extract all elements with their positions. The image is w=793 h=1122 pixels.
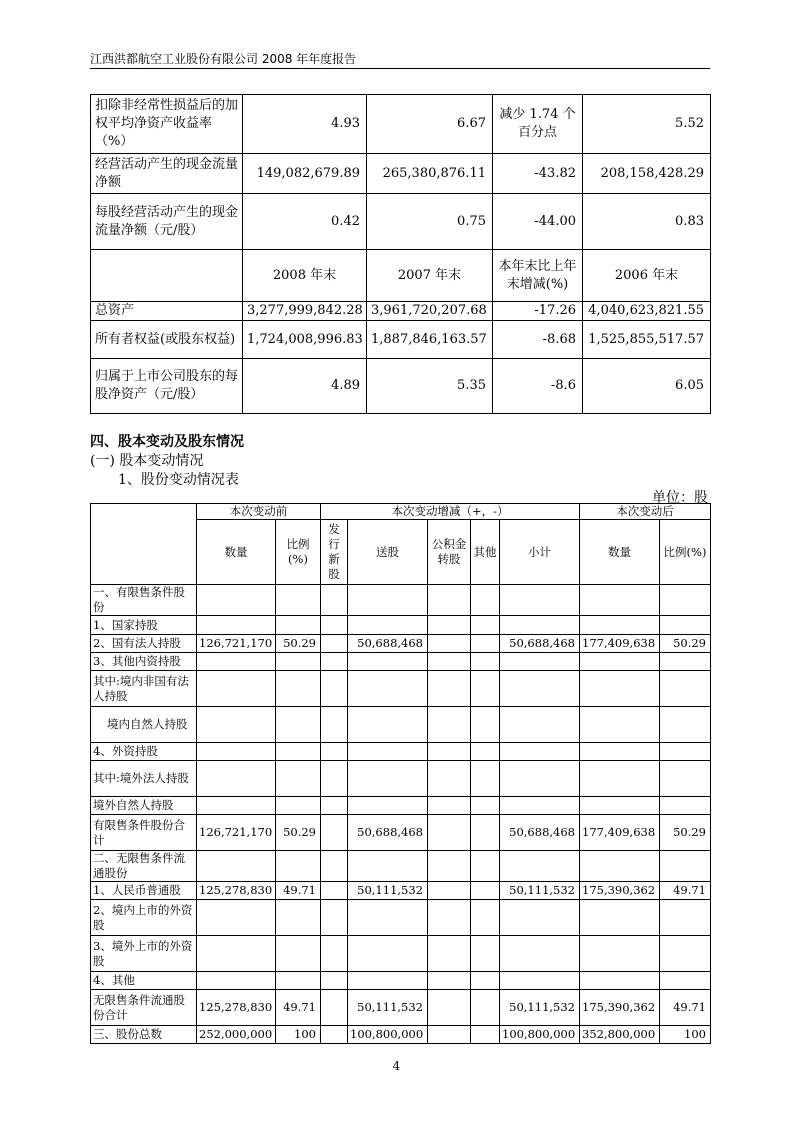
cell-value — [321, 653, 348, 671]
table-row — [91, 1026, 711, 1044]
cell-value — [197, 797, 276, 815]
cell-value — [500, 972, 580, 990]
cell-value — [660, 707, 711, 743]
row-label: 1、人民币普通股 — [91, 882, 197, 900]
cell-value — [348, 653, 428, 671]
cell-value — [580, 653, 660, 671]
table-row — [91, 707, 711, 743]
cell-value: 49.71 — [660, 990, 711, 1026]
cell-value — [580, 585, 660, 616]
cell-value — [471, 882, 500, 900]
cell-value — [348, 585, 428, 616]
cell-value — [276, 972, 321, 990]
table-row — [91, 95, 711, 154]
column-header: 其他 — [471, 520, 500, 585]
cell-value: 175,390,362 — [580, 990, 660, 1026]
cell-value — [321, 616, 348, 635]
cell-value — [348, 707, 428, 743]
header-rule — [90, 68, 710, 69]
table-row — [91, 154, 711, 194]
subsection-title: (一) 股本变动情况 — [90, 453, 204, 469]
cell-value — [428, 900, 471, 936]
cell-value — [660, 797, 711, 815]
table-row — [91, 743, 711, 761]
cell-value — [428, 671, 471, 707]
row-label: 4、其他 — [91, 972, 197, 990]
column-group-header: 本次变动前 — [197, 504, 321, 520]
cell-value: 125,278,830 — [197, 990, 276, 1026]
table-header-row — [91, 250, 711, 302]
cell-value — [471, 671, 500, 707]
cell-value — [580, 972, 660, 990]
cell-value — [428, 635, 471, 653]
cell-value — [321, 585, 348, 616]
cell-value — [660, 851, 711, 882]
cell-value — [471, 851, 500, 882]
cell-value: 0.75 — [367, 194, 493, 250]
table-row — [91, 653, 711, 671]
cell-value: 4.93 — [243, 95, 367, 154]
table-row — [91, 936, 711, 972]
cell-value — [471, 936, 500, 972]
cell-value — [660, 761, 711, 797]
cell-value: 175,390,362 — [580, 882, 660, 900]
row-label: 三、股份总数 — [91, 1026, 197, 1044]
cell-value: 3,277,999,842.28 — [243, 302, 367, 321]
cell-value: 100,800,000 — [348, 1026, 428, 1044]
cell-value — [428, 707, 471, 743]
cell-value — [471, 707, 500, 743]
row-label: 总资产 — [91, 302, 243, 321]
cell-value — [428, 797, 471, 815]
table-row — [91, 882, 711, 900]
cell-value — [348, 671, 428, 707]
cell-value — [580, 936, 660, 972]
cell-value: 50,688,468 — [348, 815, 428, 851]
cell-value — [471, 616, 500, 635]
page-number: 4 — [392, 1059, 401, 1073]
cell-value — [348, 851, 428, 882]
column-header: 比例(%) — [276, 520, 321, 585]
cell-value — [276, 585, 321, 616]
cell-value — [500, 851, 580, 882]
share-change-table — [90, 503, 711, 1044]
cell-value: 252,000,000 — [197, 1026, 276, 1044]
cell-value: 0.83 — [583, 194, 711, 250]
cell-value: -17.26 — [493, 302, 583, 321]
cell-value — [428, 761, 471, 797]
cell-value — [660, 616, 711, 635]
cell-value — [580, 797, 660, 815]
column-header: 比例(%) — [660, 520, 711, 585]
column-header: 数量 — [197, 520, 276, 585]
header-empty — [91, 250, 243, 302]
table-row — [91, 635, 711, 653]
cell-value — [500, 616, 580, 635]
cell-value — [500, 761, 580, 797]
cell-value — [321, 761, 348, 797]
cell-value: 265,380,876.11 — [367, 154, 493, 194]
row-label: 2、国有法人持股 — [91, 635, 197, 653]
cell-value: 减少 1.74 个百分点 — [493, 95, 583, 154]
row-label: 3、其他内资持股 — [91, 653, 197, 671]
cell-value — [197, 900, 276, 936]
cell-value — [321, 990, 348, 1026]
cell-value — [660, 653, 711, 671]
cell-value — [321, 936, 348, 972]
cell-value: -8.68 — [493, 321, 583, 359]
cell-value — [428, 616, 471, 635]
cell-value — [197, 707, 276, 743]
row-label: 二、无限售条件流通股份 — [91, 851, 197, 882]
cell-value — [276, 797, 321, 815]
row-label: 扣除非经常性损益后的加权平均净资产收益率（%） — [91, 95, 243, 154]
cell-value — [500, 671, 580, 707]
financial-summary-table — [90, 94, 711, 414]
cell-value — [580, 851, 660, 882]
cell-value — [428, 972, 471, 990]
cell-value: 49.71 — [276, 882, 321, 900]
row-label: 无限售条件流通股份合计 — [91, 990, 197, 1026]
column-header: 本年末比上年末增减(%) — [493, 250, 583, 302]
cell-value — [348, 936, 428, 972]
table-row — [91, 671, 711, 707]
cell-value: 100,800,000 — [500, 1026, 580, 1044]
table-header-row — [91, 504, 711, 520]
unit-label: 单位：股 — [652, 490, 708, 506]
cell-value — [276, 900, 321, 936]
cell-value — [348, 900, 428, 936]
cell-value — [197, 616, 276, 635]
row-label: 4、外资持股 — [91, 743, 197, 761]
cell-value: -44.00 — [493, 194, 583, 250]
cell-value: 50,688,468 — [500, 635, 580, 653]
cell-value — [348, 761, 428, 797]
table-row — [91, 321, 711, 359]
table-row — [91, 851, 711, 882]
cell-value: 177,409,638 — [580, 635, 660, 653]
cell-value — [321, 671, 348, 707]
cell-value: 208,158,428.29 — [583, 154, 711, 194]
cell-value — [276, 707, 321, 743]
cell-value — [321, 1026, 348, 1044]
cell-value — [428, 936, 471, 972]
cell-value — [276, 743, 321, 761]
row-label: 有限售条件股份合计 — [91, 815, 197, 851]
cell-value: 100 — [660, 1026, 711, 1044]
table-caption: 1、股份变动情况表 — [118, 472, 239, 488]
cell-value: 6.67 — [367, 95, 493, 154]
cell-value — [276, 936, 321, 972]
cell-value — [348, 797, 428, 815]
cell-value: 3,961,720,207.68 — [367, 302, 493, 321]
cell-value — [197, 743, 276, 761]
row-label: 2、境内上市的外资股 — [91, 900, 197, 936]
cell-value: 50.29 — [660, 815, 711, 851]
cell-value — [660, 585, 711, 616]
cell-value — [471, 585, 500, 616]
cell-value — [348, 972, 428, 990]
row-label: 其中:境外法人持股 — [91, 761, 197, 797]
cell-value — [471, 990, 500, 1026]
cell-value — [321, 972, 348, 990]
cell-value — [580, 707, 660, 743]
cell-value — [471, 797, 500, 815]
cell-value — [197, 671, 276, 707]
cell-value — [500, 707, 580, 743]
cell-value — [500, 585, 580, 616]
cell-value — [321, 707, 348, 743]
cell-value — [197, 585, 276, 616]
column-group-header: 本次变动后 — [580, 504, 711, 520]
cell-value — [500, 936, 580, 972]
cell-value — [500, 797, 580, 815]
table-row — [91, 194, 711, 250]
row-label: 境内自然人持股 — [91, 707, 197, 743]
cell-value — [471, 900, 500, 936]
report-header: 江西洪都航空工业股份有限公司 2008 年年度报告 — [90, 52, 357, 66]
cell-value — [348, 743, 428, 761]
cell-value — [428, 815, 471, 851]
cell-value: 100 — [276, 1026, 321, 1044]
cell-value — [660, 671, 711, 707]
cell-value — [276, 653, 321, 671]
cell-value — [471, 761, 500, 797]
row-label: 1、国家持股 — [91, 616, 197, 635]
cell-value: 4.89 — [243, 359, 367, 414]
cell-value: 49.71 — [660, 882, 711, 900]
cell-value — [660, 743, 711, 761]
row-label: 3、境外上市的外资股 — [91, 936, 197, 972]
cell-value — [321, 900, 348, 936]
cell-value — [428, 990, 471, 1026]
cell-value: 1,887,846,163.57 — [367, 321, 493, 359]
cell-value: 50.29 — [276, 635, 321, 653]
cell-value: 50.29 — [276, 815, 321, 851]
column-header: 送股 — [348, 520, 428, 585]
cell-value — [428, 653, 471, 671]
table-row — [91, 616, 711, 635]
row-label: 归属于上市公司股东的每股净资产（元/股） — [91, 359, 243, 414]
column-header: 2007 年末 — [367, 250, 493, 302]
table-row — [91, 302, 711, 321]
cell-value — [580, 743, 660, 761]
column-header: 发行新股 — [321, 520, 348, 585]
table-row — [91, 815, 711, 851]
column-header: 数量 — [580, 520, 660, 585]
cell-value — [428, 851, 471, 882]
cell-value: -43.82 — [493, 154, 583, 194]
cell-value — [276, 761, 321, 797]
cell-value: 126,721,170 — [197, 815, 276, 851]
column-header: 小计 — [500, 520, 580, 585]
cell-value: 5.35 — [367, 359, 493, 414]
cell-value — [660, 936, 711, 972]
cell-value — [197, 761, 276, 797]
cell-value: 1,525,855,517.57 — [583, 321, 711, 359]
cell-value — [321, 743, 348, 761]
cell-value — [321, 635, 348, 653]
cell-value — [580, 761, 660, 797]
cell-value — [276, 616, 321, 635]
cell-value — [471, 743, 500, 761]
cell-value: 50,111,532 — [348, 882, 428, 900]
cell-value: 50,111,532 — [348, 990, 428, 1026]
row-label: 每股经营活动产生的现金流量净额（元/股） — [91, 194, 243, 250]
table-row — [91, 990, 711, 1026]
table-row — [91, 585, 711, 616]
cell-value: 352,800,000 — [580, 1026, 660, 1044]
cell-value: 149,082,679.89 — [243, 154, 367, 194]
cell-value — [500, 743, 580, 761]
cell-value: 50,111,532 — [500, 990, 580, 1026]
cell-value — [276, 671, 321, 707]
cell-value: 50.29 — [660, 635, 711, 653]
cell-value — [197, 936, 276, 972]
column-header: 公积金转股 — [428, 520, 471, 585]
cell-value: 0.42 — [243, 194, 367, 250]
cell-value — [580, 616, 660, 635]
share-rows — [91, 585, 711, 1044]
cell-value — [471, 635, 500, 653]
row-label: 所有者权益(或股东权益) — [91, 321, 243, 359]
cell-value — [321, 797, 348, 815]
table-row — [91, 761, 711, 797]
cell-value — [471, 972, 500, 990]
cell-value: 125,278,830 — [197, 882, 276, 900]
cell-value: 50,688,468 — [348, 635, 428, 653]
cell-value: 5.52 — [583, 95, 711, 154]
column-header: 2006 年末 — [583, 250, 711, 302]
cell-value — [348, 616, 428, 635]
cell-value — [580, 900, 660, 936]
table-row — [91, 972, 711, 990]
cell-value: -8.6 — [493, 359, 583, 414]
cell-value — [471, 815, 500, 851]
cell-value — [321, 882, 348, 900]
cell-value — [321, 815, 348, 851]
column-group-header: 本次变动增减（+，-） — [321, 504, 580, 520]
cell-value: 50,111,532 — [500, 882, 580, 900]
row-label: 经营活动产生的现金流量净额 — [91, 154, 243, 194]
table-row — [91, 900, 711, 936]
cell-value — [471, 653, 500, 671]
cell-value: 4,040,623,821.55 — [583, 302, 711, 321]
cell-value — [580, 671, 660, 707]
cell-value: 49.71 — [276, 990, 321, 1026]
cell-value — [321, 851, 348, 882]
cell-value — [197, 851, 276, 882]
cell-value: 1,724,008,996.83 — [243, 321, 367, 359]
cell-value — [276, 851, 321, 882]
cell-value — [500, 900, 580, 936]
column-header: 2008 年末 — [243, 250, 367, 302]
row-label: 其中:境内非国有法人持股 — [91, 671, 197, 707]
row-label: 境外自然人持股 — [91, 797, 197, 815]
table-row — [91, 797, 711, 815]
header-empty — [91, 504, 197, 585]
cell-value — [428, 1026, 471, 1044]
cell-value: 177,409,638 — [580, 815, 660, 851]
cell-value — [660, 972, 711, 990]
row-label: 一、有限售条件股份 — [91, 585, 197, 616]
cell-value — [500, 653, 580, 671]
section-title: 四、股本变动及股东情况 — [90, 434, 244, 450]
cell-value — [660, 900, 711, 936]
cell-value: 6.05 — [583, 359, 711, 414]
cell-value — [197, 653, 276, 671]
table-row — [91, 359, 711, 414]
cell-value: 126,721,170 — [197, 635, 276, 653]
cell-value — [197, 972, 276, 990]
cell-value — [428, 585, 471, 616]
cell-value — [428, 882, 471, 900]
cell-value — [428, 743, 471, 761]
cell-value: 50,688,468 — [500, 815, 580, 851]
cell-value — [471, 1026, 500, 1044]
